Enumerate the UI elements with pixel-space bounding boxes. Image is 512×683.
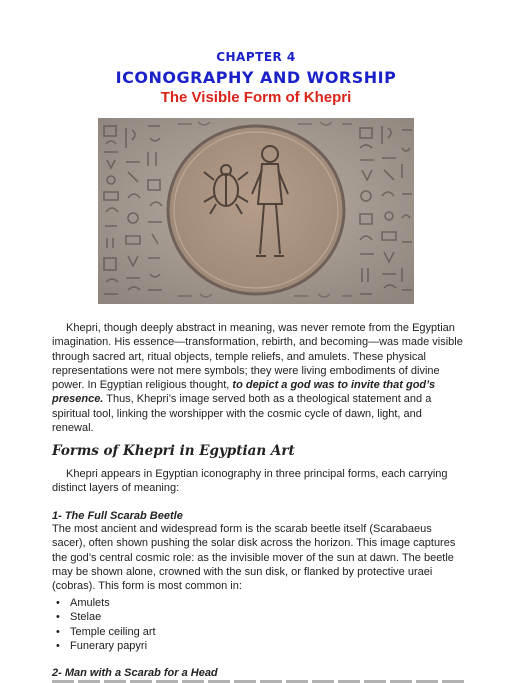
list-item: • Stelae <box>52 610 156 624</box>
list-item: • Temple ceiling art <box>52 625 156 639</box>
list-item: • Funerary papyri <box>52 639 156 653</box>
list-item: • Amulets <box>52 596 156 610</box>
form2-heading: 2- Man with a Scarab for a Head <box>52 667 218 679</box>
intro-text-part1: Khepri, though deeply abstract in meaning, was never remote from the Egyptian imagination. His essence—transformation, rebirth, and becoming—was made visible through sacred art, ritual objects, temple reliefs, and amulets. These physical representations were not mere symbols; they were living embodiments of divine power. In Egyptian religious thought, <box>52 322 463 392</box>
intro-emphasis: to depict a god was to invite that god’s presence. <box>52 379 436 406</box>
intro-text-part2: Thus, Khepri’s image served both as a theological statement and a spiritual tool, linking the worshipper with the cosmic cycle of dawn, light, and renewal. <box>52 393 432 435</box>
form1-paragraph: The most ancient and widespread form is the scarab beetle itself (Scarabaeus sacer), often shown pushing the solar disk across the horizon. This image captures the god’s central cosmic role: as the invisible mover of the sun at dawn. The beetle may be shown alone, crowned with the sun disk, or flanked by protective uraei (cobras). This form is most common in: <box>52 523 456 593</box>
chapter-title: ICONOGRAPHY AND WORSHIP <box>115 68 397 87</box>
chapter-subtitle: The Visible Form of Khepri <box>160 89 352 106</box>
form1-heading: 1- The Full Scarab Beetle <box>52 510 183 522</box>
relief-photo <box>98 118 414 304</box>
chapter-label: CHAPTER 4 <box>216 50 296 64</box>
forms-intro-paragraph: Khepri appears in Egyptian iconography in three principal forms, each carrying distinct layers of meaning: <box>52 468 448 495</box>
section-heading: Forms of Khepri in Egyptian Art <box>52 443 295 459</box>
carved-relief-khepri-image <box>98 118 414 304</box>
intro-paragraph <box>52 321 464 435</box>
form1-list <box>52 596 156 653</box>
